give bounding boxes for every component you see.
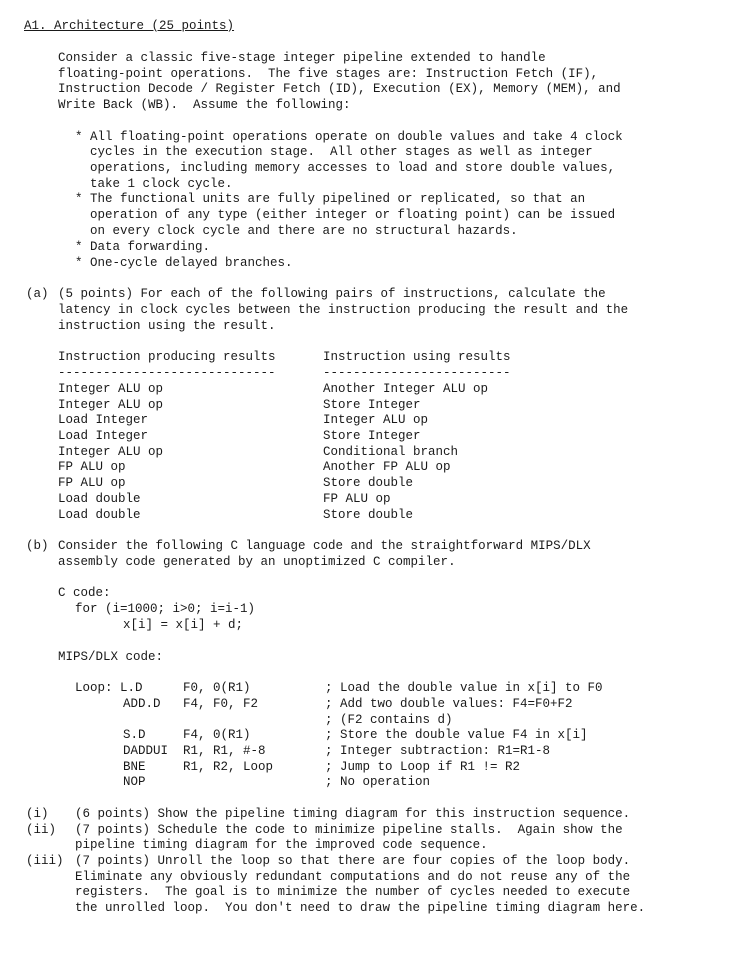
bullet-marker: * — [75, 240, 83, 254]
asm-comment: ; Jump to Loop if R1 != R2 — [325, 760, 521, 774]
bullet-marker: * — [75, 192, 83, 206]
part-a-text: instruction using the result. — [58, 319, 276, 333]
asm-opcode: DADDUI — [123, 744, 169, 758]
asm-opcode: S.D — [123, 728, 146, 742]
bullet-line: on every clock cycle and there are no structural hazards. — [90, 224, 518, 238]
table-cell-using: Another FP ALU op — [323, 460, 451, 474]
table-cell-producing: Integer ALU op — [58, 398, 164, 412]
c-code-label: C code: — [58, 586, 111, 600]
part-b-text: Consider the following C language code and the straightforward MIPS/DLX — [58, 539, 591, 553]
table-cell-producing: Load Integer — [58, 429, 149, 443]
part-b-text: assembly code generated by an unoptimized C compiler. — [58, 555, 456, 569]
table-header-using: Instruction using results — [323, 350, 511, 364]
asm-comment: ; Integer subtraction: R1=R1-8 — [325, 744, 551, 758]
table-cell-using: Store Integer — [323, 398, 421, 412]
asm-comment: ; Load the double value in x[i] to F0 — [325, 681, 603, 695]
table-cell-producing: FP ALU op — [58, 476, 126, 490]
asm-opcode: NOP — [123, 775, 146, 789]
bullet-line: take 1 clock cycle. — [90, 177, 233, 191]
subpart-label: (ii) — [26, 823, 57, 837]
asm-opcode: ADD.D — [123, 697, 161, 711]
table-cell-using: Integer ALU op — [323, 413, 429, 427]
subpart-label: (iii) — [26, 854, 64, 868]
table-cell-producing: Integer ALU op — [58, 445, 164, 459]
table-cell-producing: Integer ALU op — [58, 382, 164, 396]
asm-comment: ; No operation — [325, 775, 431, 789]
intro-line: floating-point operations. The five stages are: Instruction Fetch (IF), — [58, 67, 599, 81]
subpart-text: (7 points) Unroll the loop so that there are four copies of the loop body. — [75, 854, 631, 868]
subpart-text: (7 points) Schedule the code to minimize pipeline stalls. Again show the — [75, 823, 623, 837]
bullet-line: All floating-point operations operate on double values and take 4 clock — [90, 130, 623, 144]
asm-opcode: BNE — [123, 760, 146, 774]
intro-line: Instruction Decode / Register Fetch (ID), Execution (EX), Memory (MEM), and — [58, 82, 621, 96]
table-cell-using: FP ALU op — [323, 492, 391, 506]
subpart-text: (6 points) Show the pipeline timing diagram for this instruction sequence. — [75, 807, 631, 821]
asm-operands: F0, 0(R1) — [183, 681, 251, 695]
table-cell-producing: Load double — [58, 492, 141, 506]
bullet-line: operation of any type (either integer or floating point) can be issued — [90, 208, 616, 222]
bullet-line: operations, including memory accesses to load and store double values, — [90, 161, 616, 175]
subpart-label: (i) — [26, 807, 49, 821]
asm-operands: R1, R1, #-8 — [183, 744, 266, 758]
part-a-label: (a) — [26, 287, 49, 301]
table-cell-using: Conditional branch — [323, 445, 459, 459]
bullet-line: cycles in the execution stage. All other stages as well as integer — [90, 145, 593, 159]
c-code-line: x[i] = x[i] + d; — [123, 618, 244, 632]
bullet-line: One-cycle delayed branches. — [90, 256, 293, 270]
subpart-text: the unrolled loop. You don't need to draw the pipeline timing diagram here. — [75, 901, 646, 915]
part-a-text: latency in clock cycles between the instruction producing the result and the — [58, 303, 629, 317]
part-a-text: (5 points) For each of the following pairs of instructions, calculate the — [58, 287, 606, 301]
asm-operands: R1, R2, Loop — [183, 760, 274, 774]
bullet-line: The functional units are fully pipelined or replicated, so that an — [90, 192, 586, 206]
asm-operands: F4, 0(R1) — [183, 728, 251, 742]
mips-code-label: MIPS/DLX code: — [58, 650, 164, 664]
table-cell-producing: Load Integer — [58, 413, 149, 427]
intro-line: Write Back (WB). Assume the following: — [58, 98, 351, 112]
table-cell-using: Store double — [323, 476, 414, 490]
table-cell-using: Store double — [323, 508, 414, 522]
table-cell-using: Store Integer — [323, 429, 421, 443]
bullet-marker: * — [75, 130, 83, 144]
bullet-marker: * — [75, 256, 83, 270]
intro-line: Consider a classic five-stage integer pipeline extended to handle — [58, 51, 546, 65]
table-cell-producing: Load double — [58, 508, 141, 522]
asm-comment: ; Add two double values: F4=F0+F2 — [325, 697, 573, 711]
subpart-text: pipeline timing diagram for the improved code sequence. — [75, 838, 488, 852]
asm-operands: F4, F0, F2 — [183, 697, 259, 711]
bullet-line: Data forwarding. — [90, 240, 211, 254]
part-b-label: (b) — [26, 539, 49, 553]
asm-comment: ; (F2 contains d) — [325, 713, 453, 727]
subpart-text: registers. The goal is to minimize the number of cycles needed to execute — [75, 885, 631, 899]
section-heading: A1. Architecture (25 points) — [24, 19, 235, 33]
c-code-line: for (i=1000; i>0; i=i-1) — [75, 602, 256, 616]
asm-comment: ; Store the double value F4 in x[i] — [325, 728, 588, 742]
table-rule: ------------------------- — [323, 366, 511, 380]
subpart-text: Eliminate any obviously redundant computations and do not reuse any of the — [75, 870, 631, 884]
table-header-producing: Instruction producing results — [58, 350, 276, 364]
table-rule: ----------------------------- — [58, 366, 276, 380]
asm-opcode: Loop: L.D — [75, 681, 143, 695]
table-cell-using: Another Integer ALU op — [323, 382, 489, 396]
table-cell-producing: FP ALU op — [58, 460, 126, 474]
